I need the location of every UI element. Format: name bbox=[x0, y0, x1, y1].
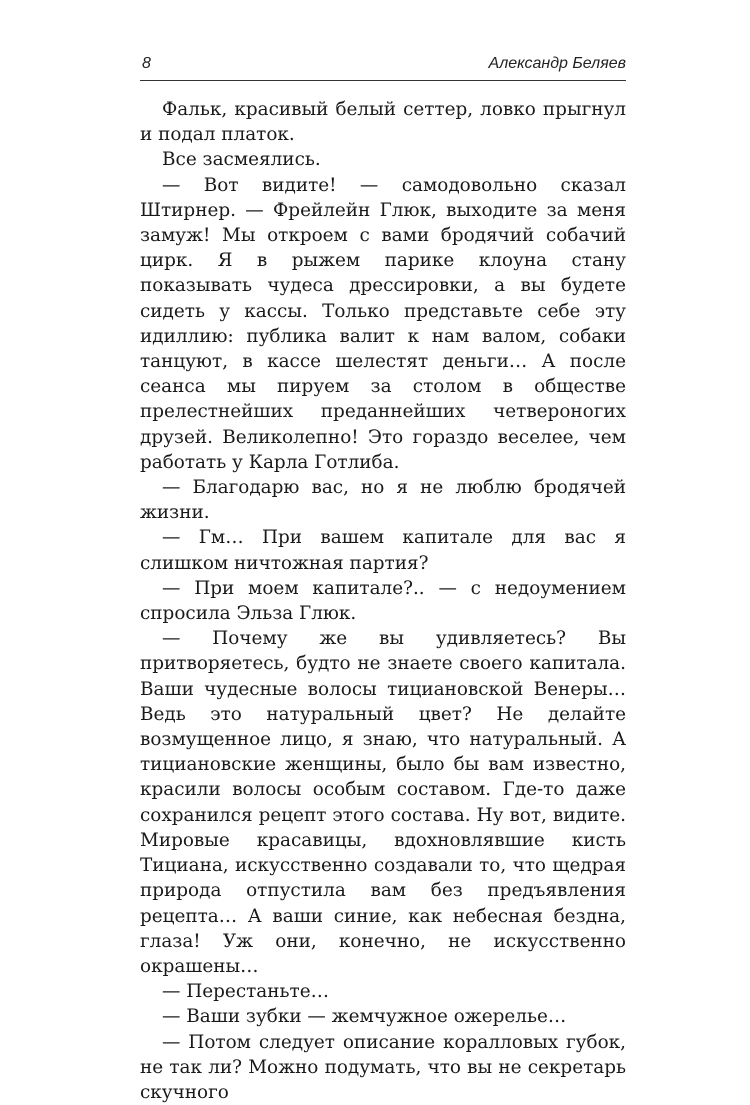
paragraph-1: Фальк, красивый белый сеттер, ловко прыгнул и подал платок. bbox=[140, 99, 626, 146]
paragraph-6: — При моем капитале?.. — с недоумением спросила Эльза Глюк. bbox=[140, 577, 626, 625]
running-header bbox=[140, 54, 626, 81]
paragraph-7: — Почему же вы удивляетесь? Вы притворяетесь, будто не знаете своего капитала. Ваши чудесные волосы тициановской Венеры… Ведь это натуральный цвет? Не делайте возмущенное лицо, я знаю, что натуральный. А тициановские женщины, было бы вам известно, красили волосы особым составом. Где-то даже сохранился рецепт этого состава. Ну вот, видите. Мировые красавицы, вдохновлявшие кисть Тициана, искусственно создавали то, что щедрая природа отпустила вам без предъявления рецепта… А ваши синие, как небесная бездна, глаза! Уж они, конечно, не искусственно окрашены… bbox=[140, 628, 626, 977]
paragraph-8: — Перестаньте… bbox=[162, 981, 329, 1003]
paragraph-10: — Потом следует описание коралловых губок, не так ли? Можно подумать, что вы не секретарь скучного bbox=[140, 1031, 626, 1103]
paragraph-9: — Ваши зубки — жемчужное ожерелье… bbox=[162, 1006, 567, 1028]
paragraph-2: Все засмеялись. bbox=[162, 149, 321, 171]
paragraph-5: — Гм… При вашем капитале для вас я слишком ничтожная партия? bbox=[140, 527, 626, 574]
author-name: Александр Беляев bbox=[488, 55, 626, 72]
paragraph-3: — Вот видите! — самодовольно сказал Штирнер. — Фрейлейн Глюк, выходите за меня замуж! Мы откроем с вами бродячий собачий цирк. Я в рыжем парике клоуна стану показывать чудеса дрессировки, а вы будете сидеть у кассы. Только представьте себе эту идиллию: публика валит к нам валом, собаки танцуют, в кассе шелестят деньги… А после сеанса мы пируем за столом в обществе прелестнейших преданнейших четвероногих друзей. Великолепно! Это гораздо веселее, чем работать у Карла Готлиба. bbox=[140, 174, 626, 473]
body-text bbox=[140, 97, 626, 1105]
paragraph-4: — Благодарю вас, но я не люблю бродячей жизни. bbox=[140, 477, 626, 524]
page-number: 8 bbox=[142, 55, 151, 72]
